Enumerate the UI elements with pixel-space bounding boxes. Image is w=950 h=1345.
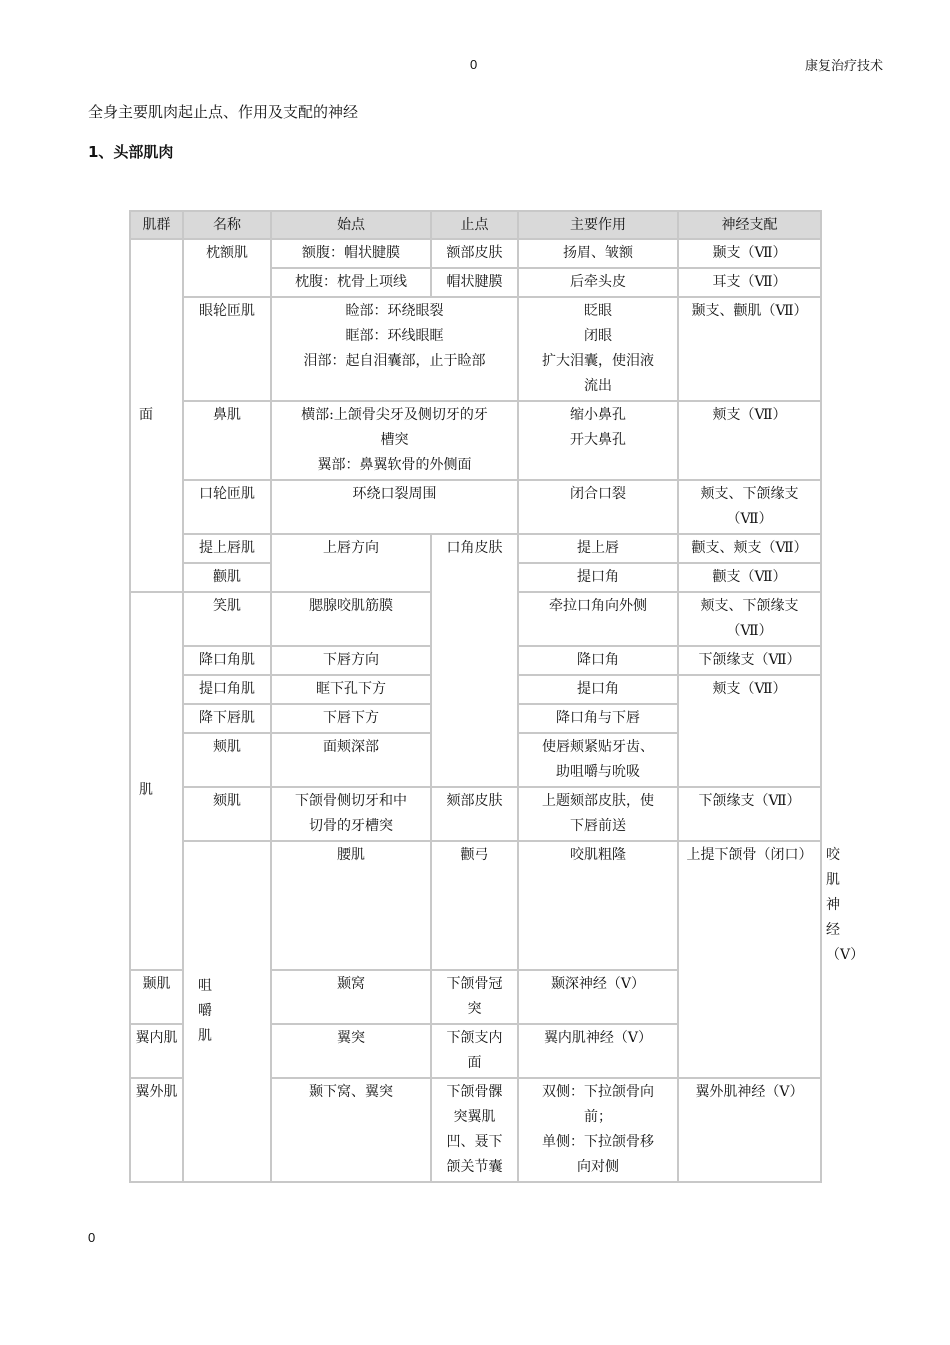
header-cell-group: 肌群 bbox=[130, 211, 183, 239]
cell-action: 眨眼 闭眼 扩大泪囊，使泪液 流出 bbox=[518, 297, 678, 401]
cell-name: 颊肌 bbox=[183, 733, 271, 787]
table-row bbox=[130, 787, 821, 841]
cell-origin: 环绕口裂周围 bbox=[271, 480, 518, 534]
cell-nerve: 颧支（Ⅶ） bbox=[678, 563, 821, 592]
cell-name: 颞肌 bbox=[130, 970, 183, 1024]
table-row: 咀 嚼 肌 腰肌 颧弓 咬肌粗隆 上提下颌骨（闭口） 咬肌神经（Ⅴ） bbox=[130, 841, 821, 970]
cell-name: 枕额肌 bbox=[183, 239, 271, 297]
group-cell-face-bottom bbox=[130, 592, 183, 970]
section-title: 1、头部肌肉 bbox=[88, 143, 174, 161]
cell-action: 降口角与下唇 bbox=[518, 704, 678, 733]
cell-nerve: 颊支、下颌缘支 （Ⅶ） bbox=[678, 592, 821, 646]
cell-origin: 枕腹：枕骨上项线 bbox=[271, 268, 431, 297]
table-header-row bbox=[130, 211, 821, 239]
cell-insertion: 口角皮肤 bbox=[431, 534, 518, 787]
cell-origin: 翼突 bbox=[271, 1024, 431, 1078]
cell-origin: 额腹：帽状腱膜 bbox=[271, 239, 431, 268]
cell-origin: 颧弓 bbox=[431, 841, 518, 970]
header-cell-action: 主要作用 bbox=[518, 211, 678, 239]
cell-insertion: 下颌骨髁 突翼肌 凹、聂下 颌关节囊 bbox=[431, 1078, 518, 1182]
table-row bbox=[130, 297, 821, 401]
cell-origin: 颞下窝、翼突 bbox=[271, 1078, 431, 1182]
footer-page-number: 0 bbox=[88, 1230, 96, 1245]
cell-action: 扬眉、皱额 bbox=[518, 239, 678, 268]
cell-origin: 下唇下方 bbox=[271, 704, 431, 733]
cell-action: 缩小鼻孔 开大鼻孔 bbox=[518, 401, 678, 480]
group-label: 面 bbox=[139, 407, 153, 423]
cell-action: 提口角 bbox=[518, 563, 678, 592]
cell-nerve: 颊支（Ⅶ） bbox=[678, 401, 821, 480]
cell-name: 翼外肌 bbox=[130, 1078, 183, 1182]
group-cell-mastication bbox=[183, 841, 271, 1182]
cell-nerve: 颞支（Ⅶ） bbox=[678, 239, 821, 268]
cell-nerve: 颊支（Ⅶ） bbox=[678, 675, 821, 787]
cell-action: 降口角 bbox=[518, 646, 678, 675]
cell-name: 翼内肌 bbox=[130, 1024, 183, 1078]
cell-action: 牵拉口角向外侧 bbox=[518, 592, 678, 646]
cell-insertion: 下颌支内 面 bbox=[431, 1024, 518, 1078]
cell-action: 使唇颊紧贴牙齿、 助咀嚼与吮吸 bbox=[518, 733, 678, 787]
cell-insertion: 颏部皮肤 bbox=[431, 787, 518, 841]
cell-action: 上题颏部皮肤，使 下唇前送 bbox=[518, 787, 678, 841]
cell-name: 腰肌 bbox=[271, 841, 431, 970]
cell-name: 降下唇肌 bbox=[183, 704, 271, 733]
cell-nerve: 颊支、下颌缘支 （Ⅶ） bbox=[678, 480, 821, 534]
cell-nerve: 翼内肌神经（Ⅴ） bbox=[518, 1024, 678, 1078]
cell-origin: 上唇方向 bbox=[271, 534, 431, 592]
cell-nerve: 下颌缘支（Ⅶ） bbox=[678, 787, 821, 841]
header-page-number: 0 bbox=[470, 57, 478, 72]
header-cell-insertion: 止点 bbox=[431, 211, 518, 239]
cell-nerve: 颧支、颊支（Ⅶ） bbox=[678, 534, 821, 563]
cell-action: 上提下颌骨（闭口） bbox=[678, 841, 821, 1078]
cell-name: 降口角肌 bbox=[183, 646, 271, 675]
header-book-title: 康复治疗技术 bbox=[805, 59, 884, 74]
cell-origin: 腮腺咬肌筋膜 bbox=[271, 592, 431, 646]
header-cell-origin: 始点 bbox=[271, 211, 431, 239]
document-title: 全身主要肌肉起止点、作用及支配的神经 bbox=[88, 103, 359, 121]
table-row bbox=[130, 239, 821, 268]
cell-nerve: 耳支（Ⅶ） bbox=[678, 268, 821, 297]
cell-name: 眼轮匝肌 bbox=[183, 297, 271, 401]
cell-insertion: 额部皮肤 bbox=[431, 239, 518, 268]
cell-name: 提上唇肌 bbox=[183, 534, 271, 563]
header-cell-name: 名称 bbox=[183, 211, 271, 239]
table-row bbox=[130, 401, 821, 480]
cell-name: 口轮匝肌 bbox=[183, 480, 271, 534]
cell-origin: 颞窝 bbox=[271, 970, 431, 1024]
group-cell-face-top bbox=[130, 239, 183, 592]
cell-nerve: 颞深神经（Ⅴ） bbox=[518, 970, 678, 1024]
cell-insertion: 帽状腱膜 bbox=[431, 268, 518, 297]
cell-origin: 横部:上颌骨尖牙及侧切牙的牙 槽突 翼部：鼻翼软骨的外侧面 bbox=[271, 401, 518, 480]
cell-name: 颧肌 bbox=[183, 563, 271, 592]
cell-action: 双侧：下拉颌骨向 前； 单侧：下拉颌骨移 向对侧 bbox=[518, 1078, 678, 1182]
muscle-table bbox=[129, 210, 865, 1183]
cell-name: 鼻肌 bbox=[183, 401, 271, 480]
cell-name: 提口角肌 bbox=[183, 675, 271, 704]
cell-nerve: 颞支、颧肌（Ⅶ） bbox=[678, 297, 821, 401]
cell-origin: 面颊深部 bbox=[271, 733, 431, 787]
cell-action: 提上唇 bbox=[518, 534, 678, 563]
cell-origin: 眶下孔下方 bbox=[271, 675, 431, 704]
cell-nerve: 下颌缘支（Ⅶ） bbox=[678, 646, 821, 675]
table-row bbox=[130, 534, 821, 563]
cell-origin: 下颌骨侧切牙和中 切骨的牙槽突 bbox=[271, 787, 431, 841]
cell-action: 提口角 bbox=[518, 675, 678, 704]
group-label: 咀 嚼 肌 bbox=[198, 978, 212, 1044]
cell-action: 后牵头皮 bbox=[518, 268, 678, 297]
cell-insertion: 下颌骨冠 突 bbox=[431, 970, 518, 1024]
cell-nerve: 翼外肌神经（Ⅴ） bbox=[678, 1078, 821, 1182]
cell-name: 颏肌 bbox=[183, 787, 271, 841]
group-label: 肌 bbox=[139, 782, 153, 798]
cell-action: 闭合口裂 bbox=[518, 480, 678, 534]
cell-insertion: 咬肌粗隆 bbox=[518, 841, 678, 970]
table-row bbox=[130, 480, 821, 534]
cell-origin: 下唇方向 bbox=[271, 646, 431, 675]
cell-name: 笑肌 bbox=[183, 592, 271, 646]
cell-origin: 睑部：环绕眼裂 眶部：环线眼眶 泪部：起自泪囊部，止于睑部 bbox=[271, 297, 518, 401]
header-cell-nerve: 神经支配 bbox=[678, 211, 821, 239]
